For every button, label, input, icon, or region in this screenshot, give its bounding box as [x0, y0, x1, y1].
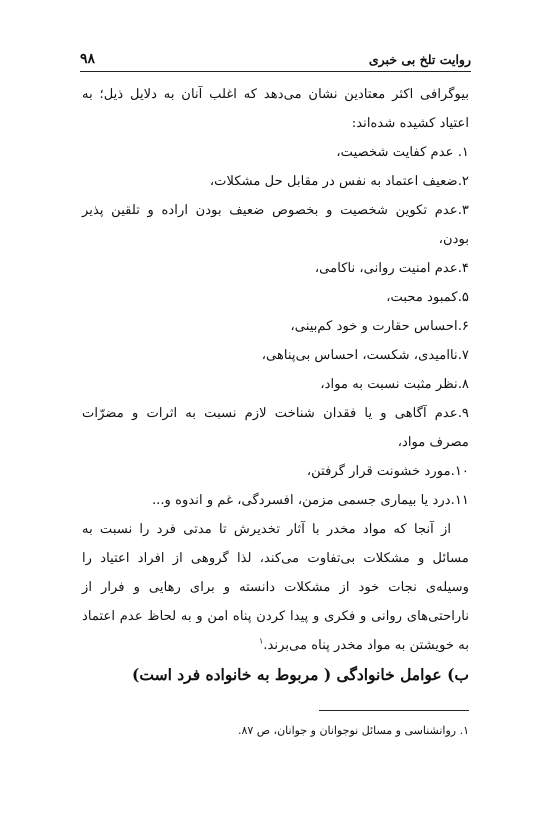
- reason-item-1: ۱. عدم کفایت شخصیت،: [336, 145, 469, 160]
- intro-paragraph: بیوگرافی اکثر معتادین نشان می‌دهد که اغلب آنان به دلایل ذیل؛ به اعتیاد کشیده شده‌اند:: [82, 87, 469, 131]
- reason-item-7: ۷.ناامیدی، شکست، احساس بی‌پناهی،: [261, 348, 469, 363]
- body-paragraph: [82, 515, 469, 660]
- reason-item-5: ۵.کمبود محبت،: [386, 290, 469, 305]
- reason-item-10: ۱۰.مورد خشونت قرار گرفتن،: [306, 464, 469, 479]
- reason-item-8: ۸.نظر مثبت نسبت به مواد،: [320, 377, 469, 392]
- page-body: [82, 80, 469, 690]
- body-paragraph-text: از آنجا که مواد مخدر با آثار تخدیرش تا مدتی فرد را نسبت به مسائل و مشکلات بی‌تفاوت می‌کند، لذا گروهی از افراد اعتیاد را وسیله‌ی نجات خود از مشکلات دانسته و برای رهایی و فرار از ناراحتی‌های روانی و فکری و پیدا کردن پناه امن و به لحاظ عدم اعتماد به خویشتن به مواد مخدر پناه می‌برند.: [82, 522, 469, 653]
- reason-item-11: ۱۱.درد یا بیماری جسمی مزمن، افسردگی، غم و اندوه و...: [151, 493, 469, 508]
- section-heading: ب) عوامل خانوادگی ( مربوط به خانواده فرد است): [132, 665, 469, 684]
- reason-item-9: ۹.عدم آگاهی و یا فقدان شناخت لازم نسبت به اثرات و مضرّات مصرف مواد،: [82, 406, 469, 450]
- footnote: ۱. روانشناسی و مسائل نوجوانان و جوانان، ص ۸۷.: [237, 724, 469, 737]
- reason-item-2: ۲.ضعیف اعتماد به نفس در مقابل حل مشکلات،: [209, 174, 469, 189]
- running-title: روایت تلخ بی خبری: [368, 52, 471, 67]
- reason-item-4: ۴.عدم امنیت روانی، ناکامی،: [314, 261, 469, 276]
- page-number: ۹۸: [80, 51, 96, 67]
- reason-item-3: ۳.عدم تکوین شخصیت و بخصوص ضعیف بودن اراده و تلقین پذیر بودن،: [82, 203, 469, 247]
- footnote-divider: [319, 710, 469, 711]
- footnote-reference[interactable]: ۱: [259, 636, 264, 646]
- reason-item-6: ۶.احساس حقارت و خود کم‌بینی،: [290, 319, 469, 334]
- page-header: [80, 46, 471, 72]
